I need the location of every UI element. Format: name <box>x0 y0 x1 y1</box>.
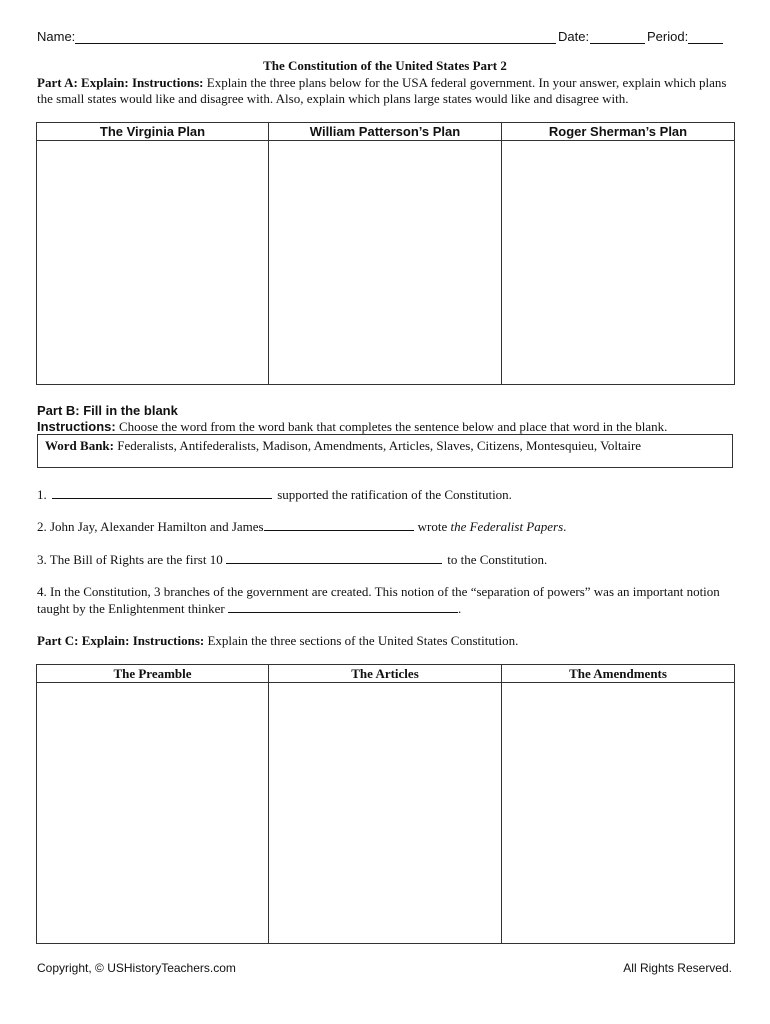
word-bank-label: Word Bank: <box>45 438 114 453</box>
date-field[interactable] <box>590 29 645 44</box>
question-2-text-after: wrote <box>417 519 448 534</box>
question-3-blank[interactable] <box>226 551 442 564</box>
part-a-instructions-text: Explain the three plans below for the USA federal government. In your answer, explain which plans the small states would like and disagree with. Also, explain which plans large states would like and disagree with. <box>37 75 727 106</box>
question-2-blank[interactable] <box>264 518 414 531</box>
question-1 <box>37 486 512 503</box>
question-2-italic-title: the Federalist Papers <box>450 519 564 534</box>
word-bank <box>37 434 733 468</box>
question-2-end: . <box>563 519 567 534</box>
word-bank-words: Federalists, Antifederalists, Madison, Amendments, Articles, Slaves, Citizens, Montesquieu, Voltaire <box>117 438 642 453</box>
question-4-end: . <box>458 601 462 616</box>
part-b-instructions-label: Instructions: <box>37 419 116 434</box>
answer-cell-amendments[interactable] <box>502 683 735 944</box>
part-b-instructions <box>37 419 733 435</box>
question-3-text-after: to the Constitution. <box>447 552 548 567</box>
question-3 <box>37 551 547 568</box>
part-b-heading: Part B: Fill in the blank <box>37 403 178 418</box>
name-field[interactable] <box>75 29 556 44</box>
name-label: Name: <box>37 29 76 44</box>
question-2-text-before: 2. John Jay, Alexander Hamilton and James <box>37 519 264 534</box>
question-4-blank[interactable] <box>228 600 458 613</box>
question-2 <box>37 518 566 535</box>
part-c-heading: Part C: Explain: <box>37 633 130 648</box>
footer-rights: All Rights Reserved. <box>623 961 732 975</box>
column-header-patterson-plan: William Patterson’s Plan <box>269 123 502 141</box>
part-c-instructions-label: Instructions: <box>132 633 205 648</box>
header-row <box>37 29 727 49</box>
part-a-instructions <box>37 75 733 107</box>
part-c-instructions <box>37 633 733 649</box>
column-header-amendments: The Amendments <box>502 665 735 683</box>
column-header-preamble: The Preamble <box>37 665 269 683</box>
answer-cell-patterson-plan[interactable] <box>269 141 502 385</box>
part-c-instructions-text: Explain the three sections of the United States Constitution. <box>207 633 519 648</box>
part-b-instructions-text: Choose the word from the word bank that completes the sentence below and place that word in the blank. <box>118 419 668 434</box>
question-4 <box>37 584 737 617</box>
question-1-number: 1. <box>37 487 47 502</box>
question-1-blank[interactable] <box>52 486 272 499</box>
column-header-virginia-plan: The Virginia Plan <box>37 123 269 141</box>
column-header-sherman-plan: Roger Sherman’s Plan <box>502 123 735 141</box>
answer-cell-articles[interactable] <box>269 683 502 944</box>
page-title: The Constitution of the United States Part 2 <box>263 58 507 73</box>
question-3-text-before: 3. The Bill of Rights are the first 10 <box>37 552 223 567</box>
column-header-articles: The Articles <box>269 665 502 683</box>
answer-cell-preamble[interactable] <box>37 683 269 944</box>
part-a-heading: Part A: Explain: <box>37 75 129 90</box>
footer-copyright: Copyright, © USHistoryTeachers.com <box>37 961 236 975</box>
plans-table <box>36 122 735 385</box>
question-4-text: 4. In the Constitution, 3 branches of the government are created. This notion of the “separation of powers” was an important notion taught by the Enlightenment thinker <box>37 584 720 616</box>
period-label: Period: <box>647 29 689 44</box>
date-label: Date: <box>558 29 590 44</box>
question-1-text: supported the ratification of the Constitution. <box>277 487 512 502</box>
answer-cell-virginia-plan[interactable] <box>37 141 269 385</box>
period-field[interactable] <box>688 29 723 44</box>
part-a-instructions-label: Instructions: <box>131 75 204 90</box>
answer-cell-sherman-plan[interactable] <box>502 141 735 385</box>
constitution-sections-table <box>36 664 735 944</box>
